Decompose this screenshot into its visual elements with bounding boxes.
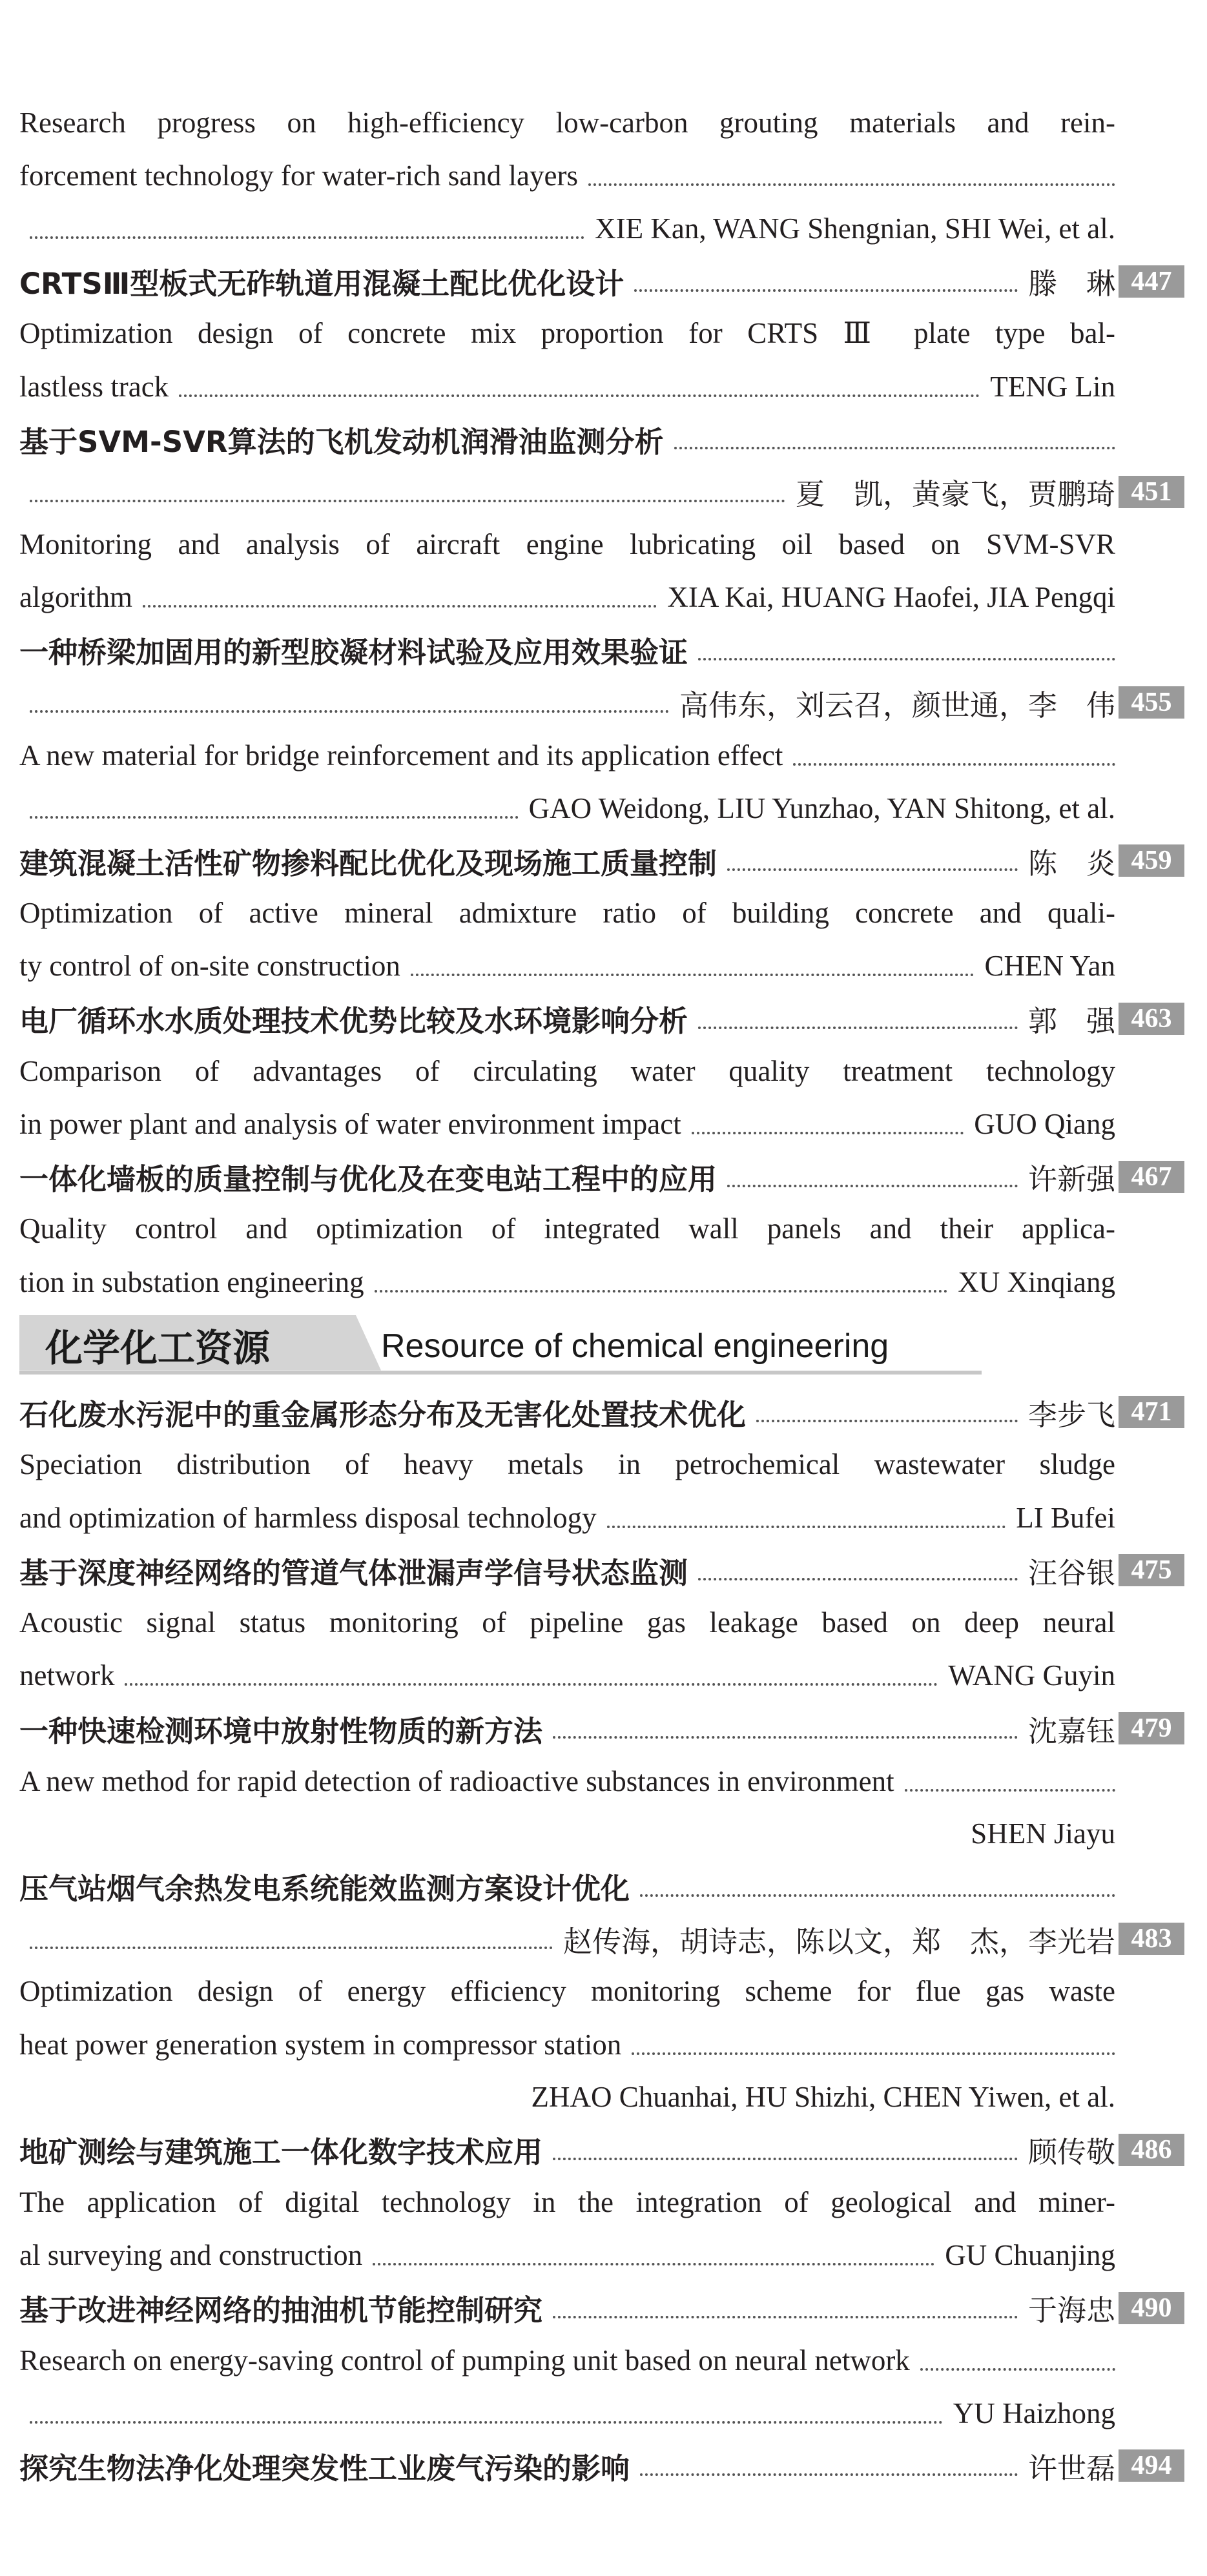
entry-title-en: heat power generation system in compressor station bbox=[19, 2028, 622, 2061]
entry-title-en: A new method for rapid detection of radioactive substances in environment bbox=[19, 1764, 894, 1797]
entry-authors-en: XIE Kan, WANG Shengnian, SHI Wei, et al. bbox=[595, 212, 1115, 245]
dot-leader bbox=[634, 289, 1018, 292]
entry-authors-cn: 于海忠 bbox=[1027, 2293, 1115, 2328]
page-number-badge: 475 bbox=[1119, 1554, 1184, 1586]
entry-title-cn: 压气站烟气余热发电系统能效监测方案设计优化 bbox=[19, 1872, 630, 1906]
toc-entry-title-cn-line bbox=[19, 1860, 1115, 1913]
dot-leader bbox=[30, 816, 519, 819]
entry-title-en: Acoustic signal status monitoring of pipeline gas leakage based on deep neural bbox=[19, 1606, 1115, 1639]
entry-authors-cn: 赵传海，胡诗志，陈以文，郑 杰，李光岩 bbox=[562, 1924, 1115, 1959]
section-header bbox=[19, 1309, 1115, 1380]
entry-title-en: Comparison of advantages of circulating water quality treatment technology bbox=[19, 1054, 1115, 1087]
toc-entry-title-cn-line bbox=[19, 2123, 1172, 2176]
toc-entry-title-en-line bbox=[19, 1203, 1115, 1256]
toc-entry-title-en-line bbox=[19, 1045, 1115, 1098]
entry-title-en: The application of digital technology in the integration of geological and miner- bbox=[19, 2185, 1115, 2218]
dot-leader bbox=[30, 236, 584, 239]
dot-leader bbox=[411, 974, 975, 976]
dot-leader bbox=[553, 1736, 1018, 1739]
entry-title-en: and optimization of harmless disposal technology bbox=[19, 1501, 597, 1534]
toc-entry-title-en-line bbox=[19, 2229, 1115, 2282]
dot-leader bbox=[553, 2158, 1018, 2160]
toc-entry-title-en-line bbox=[19, 887, 1115, 940]
entry-title-cn: 探究生物法净化处理突发性工业废气污染的影响 bbox=[19, 2451, 630, 2486]
page-number-badge: 467 bbox=[1119, 1161, 1184, 1193]
toc-entry-title-en-line bbox=[19, 97, 1115, 150]
toc-entry-authors-cn-line bbox=[19, 677, 1172, 730]
entry-title-en: lastless track bbox=[19, 370, 169, 403]
dot-leader bbox=[143, 605, 657, 608]
dot-leader bbox=[30, 710, 669, 713]
entry-authors-cn: 沈嘉钰 bbox=[1027, 1713, 1115, 1748]
entry-authors-cn: 汪谷银 bbox=[1027, 1555, 1115, 1590]
toc-entry-title-cn-line bbox=[19, 992, 1172, 1045]
entry-title-en: Optimization design of concrete mix proportion for CRTS Ⅲ plate type bal- bbox=[19, 317, 1115, 350]
entry-title-en: A new material for bridge reinforcement and its application effect bbox=[19, 739, 783, 772]
entry-title-en: Research on energy-saving control of pumping unit based on neural network bbox=[19, 2344, 910, 2377]
dot-leader bbox=[698, 658, 1115, 660]
page-number-badge: 471 bbox=[1119, 1396, 1184, 1428]
dot-leader bbox=[640, 2473, 1018, 2476]
entry-authors-cn: 郭 强 bbox=[1027, 1004, 1115, 1039]
toc-entry-title-en-line bbox=[19, 729, 1115, 782]
section-title-cn: 化学化工资源 bbox=[45, 1325, 271, 1370]
entry-title-cn: 一种快速检测环境中放射性物质的新方法 bbox=[19, 1713, 543, 1748]
dot-leader bbox=[607, 1526, 1006, 1528]
toc-entry-title-cn-line bbox=[19, 624, 1115, 677]
dot-leader bbox=[125, 1683, 938, 1686]
entry-authors-en: WANG Guyin bbox=[948, 1659, 1115, 1692]
toc-entry-title-cn-line bbox=[19, 834, 1172, 887]
dot-leader bbox=[373, 2263, 934, 2265]
toc-entry-title-en-line bbox=[19, 1098, 1115, 1150]
toc-entry-title-en-line bbox=[19, 150, 1115, 203]
entry-title-en: in power plant and analysis of water environment impact bbox=[19, 1108, 681, 1141]
dot-leader bbox=[674, 447, 1115, 449]
entry-title-cn: CRTSⅢ型板式无砟轨道用混凝土配比优化设计 bbox=[19, 267, 624, 302]
page-number-badge: 483 bbox=[1119, 1923, 1184, 1955]
entry-authors-en: LI Bufei bbox=[1016, 1501, 1115, 1534]
entry-title-en: Research progress on high-efficiency low-carbon grouting materials and rein- bbox=[19, 107, 1115, 139]
toc-entry-title-en-line bbox=[19, 1650, 1115, 1702]
toc-entry-title-cn-line bbox=[19, 1386, 1172, 1439]
dot-leader bbox=[30, 1947, 553, 1949]
dot-leader bbox=[727, 1185, 1018, 1187]
toc-entry-title-cn-line bbox=[19, 2282, 1172, 2335]
entry-authors-en: ZHAO Chuanhai, HU Shizhi, CHEN Yiwen, et al. bbox=[531, 2081, 1115, 2114]
dot-leader bbox=[920, 2368, 1115, 2371]
entry-authors-cn: 顾传敬 bbox=[1027, 2135, 1115, 2170]
entry-authors-cn: 许新强 bbox=[1027, 1162, 1115, 1197]
page-number-badge: 455 bbox=[1119, 686, 1184, 719]
entry-authors-en: GU Chuanjing bbox=[945, 2238, 1115, 2271]
entry-title-en: al surveying and construction bbox=[19, 2238, 363, 2271]
entry-authors-en: SHEN Jiayu bbox=[971, 1817, 1115, 1850]
page-number-badge: 490 bbox=[1119, 2292, 1184, 2324]
dot-leader bbox=[632, 2052, 1115, 2055]
entry-title-en: Monitoring and analysis of aircraft engine lubricating oil based on SVM-SVR bbox=[19, 527, 1115, 560]
toc-entry-title-en-line bbox=[19, 1438, 1115, 1491]
entry-title-cn: 电厂循环水水质处理技术优势比较及水环境影响分析 bbox=[19, 1004, 688, 1039]
entry-title-cn: 地矿测绘与建筑施工一体化数字技术应用 bbox=[19, 2135, 543, 2170]
entry-title-cn: 一体化墙板的质量控制与优化及在变电站工程中的应用 bbox=[19, 1162, 717, 1197]
toc-entry-title-en-line bbox=[19, 2018, 1115, 2071]
toc-entry-title-en-line bbox=[19, 360, 1115, 413]
toc-entry-title-en-line bbox=[19, 1256, 1115, 1309]
toc-entry-title-cn-line bbox=[19, 413, 1115, 466]
dot-leader bbox=[756, 1420, 1018, 1422]
dot-leader bbox=[692, 1132, 964, 1134]
dot-leader bbox=[698, 1027, 1018, 1029]
toc-entries-bottom bbox=[19, 1386, 1172, 2492]
entry-authors-en: XIA Kai, HUANG Haofei, JIA Pengqi bbox=[667, 581, 1115, 614]
toc-entry-title-cn-line bbox=[19, 1150, 1172, 1203]
dot-leader bbox=[698, 1578, 1018, 1580]
entry-title-en: Quality control and optimization of integrated wall panels and their applica- bbox=[19, 1212, 1115, 1245]
dot-leader bbox=[905, 1789, 1115, 1792]
page-number-badge: 459 bbox=[1119, 844, 1184, 877]
page-number-badge: 451 bbox=[1119, 476, 1184, 508]
entry-authors-en: XU Xinqiang bbox=[958, 1265, 1115, 1298]
toc-entry-title-en-line bbox=[19, 518, 1115, 571]
dot-leader bbox=[793, 763, 1115, 766]
toc-entry-title-en-line bbox=[19, 2176, 1115, 2229]
toc-entry-title-en-line bbox=[19, 1597, 1115, 1650]
page-number-badge: 479 bbox=[1119, 1712, 1184, 1744]
entry-title-cn: 一种桥梁加固用的新型胶凝材料试验及应用效果验证 bbox=[19, 635, 688, 670]
page-number-badge: 494 bbox=[1119, 2449, 1184, 2482]
entry-authors-cn: 滕 琳 bbox=[1027, 267, 1115, 302]
entry-authors-cn: 夏 凯，黄豪飞，贾鹏琦 bbox=[795, 477, 1115, 512]
entry-title-cn: 石化废水污泥中的重金属形态分布及无害化处置技术优化 bbox=[19, 1397, 747, 1432]
dot-leader bbox=[179, 394, 980, 397]
toc-entry-authors-en-line bbox=[19, 782, 1115, 835]
dot-leader bbox=[30, 2421, 943, 2424]
toc-entry-title-cn-line bbox=[19, 2440, 1172, 2493]
toc-entry-title-en-line bbox=[19, 1755, 1115, 1808]
dot-leader bbox=[553, 2316, 1018, 2318]
toc-entry-title-cn-line bbox=[19, 1544, 1172, 1597]
toc-entries-top bbox=[19, 97, 1172, 1309]
entry-title-cn: 基于SVM-SVR算法的飞机发动机润滑油监测分析 bbox=[19, 424, 664, 459]
toc-entry-title-en-line bbox=[19, 1965, 1115, 2018]
entry-title-en: algorithm bbox=[19, 581, 132, 614]
toc-entry-authors-cn-line bbox=[19, 465, 1172, 518]
dot-leader bbox=[640, 1894, 1115, 1897]
toc-entry-authors-cn-line bbox=[19, 1913, 1172, 1966]
entry-authors-cn: 李步飞 bbox=[1027, 1397, 1115, 1432]
toc-entry-title-en-line bbox=[19, 307, 1115, 360]
entry-title-en: Optimization of active mineral admixture ratio of building concrete and quali- bbox=[19, 896, 1115, 929]
page-number-badge: 486 bbox=[1119, 2134, 1184, 2166]
page-number-badge: 447 bbox=[1119, 265, 1184, 298]
entry-authors-en: TENG Lin bbox=[990, 370, 1115, 403]
toc-entry-title-cn-line bbox=[19, 255, 1172, 308]
entry-authors-en: CHEN Yan bbox=[984, 950, 1115, 983]
entry-authors-en: GAO Weidong, LIU Yunzhao, YAN Shitong, et al. bbox=[528, 792, 1115, 824]
section-title-en: Resource of chemical engineering bbox=[381, 1327, 889, 1365]
toc-entry-authors-en-line bbox=[19, 202, 1115, 255]
entry-title-en: forcement technology for water-rich sand layers bbox=[19, 159, 578, 192]
dot-leader bbox=[727, 868, 1018, 871]
dot-leader bbox=[30, 500, 785, 502]
entry-authors-cn: 高伟东，刘云召，颜世通，李 伟 bbox=[679, 688, 1115, 722]
toc-entry-title-cn-line bbox=[19, 1702, 1172, 1755]
entry-title-en: Optimization design of energy efficiency monitoring scheme for flue gas waste bbox=[19, 1975, 1115, 2008]
entry-title-en: network bbox=[19, 1659, 115, 1692]
toc-entry-authors-en-line bbox=[19, 1807, 1115, 1860]
toc-entry-title-en-line bbox=[19, 1491, 1115, 1544]
dot-leader bbox=[588, 183, 1115, 186]
toc-entry-title-en-line bbox=[19, 2334, 1115, 2387]
toc-entry-authors-en-line bbox=[19, 2387, 1115, 2440]
toc-page bbox=[19, 97, 1172, 2492]
toc-entry-title-en-line bbox=[19, 940, 1115, 993]
entry-authors-en: GUO Qiang bbox=[974, 1108, 1115, 1141]
entry-title-cn: 基于改进神经网络的抽油机节能控制研究 bbox=[19, 2293, 543, 2328]
entry-authors-en: YU Haizhong bbox=[953, 2397, 1115, 2429]
entry-title-en: tion in substation engineering bbox=[19, 1265, 364, 1298]
entry-authors-cn: 许世磊 bbox=[1027, 2451, 1115, 2486]
page-number-badge: 463 bbox=[1119, 1003, 1184, 1035]
entry-title-en: Speciation distribution of heavy metals in petrochemical wastewater sludge bbox=[19, 1448, 1115, 1481]
dot-leader bbox=[375, 1290, 948, 1293]
entry-title-cn: 建筑混凝土活性矿物掺料配比优化及现场施工质量控制 bbox=[19, 846, 717, 881]
toc-entry-title-en-line bbox=[19, 571, 1115, 624]
toc-entry-authors-en-line bbox=[19, 2070, 1115, 2123]
entry-title-cn: 基于深度神经网络的管道气体泄漏声学信号状态监测 bbox=[19, 1555, 688, 1590]
entry-authors-cn: 陈 炎 bbox=[1027, 846, 1115, 881]
entry-title-en: ty control of on-site construction bbox=[19, 950, 400, 983]
